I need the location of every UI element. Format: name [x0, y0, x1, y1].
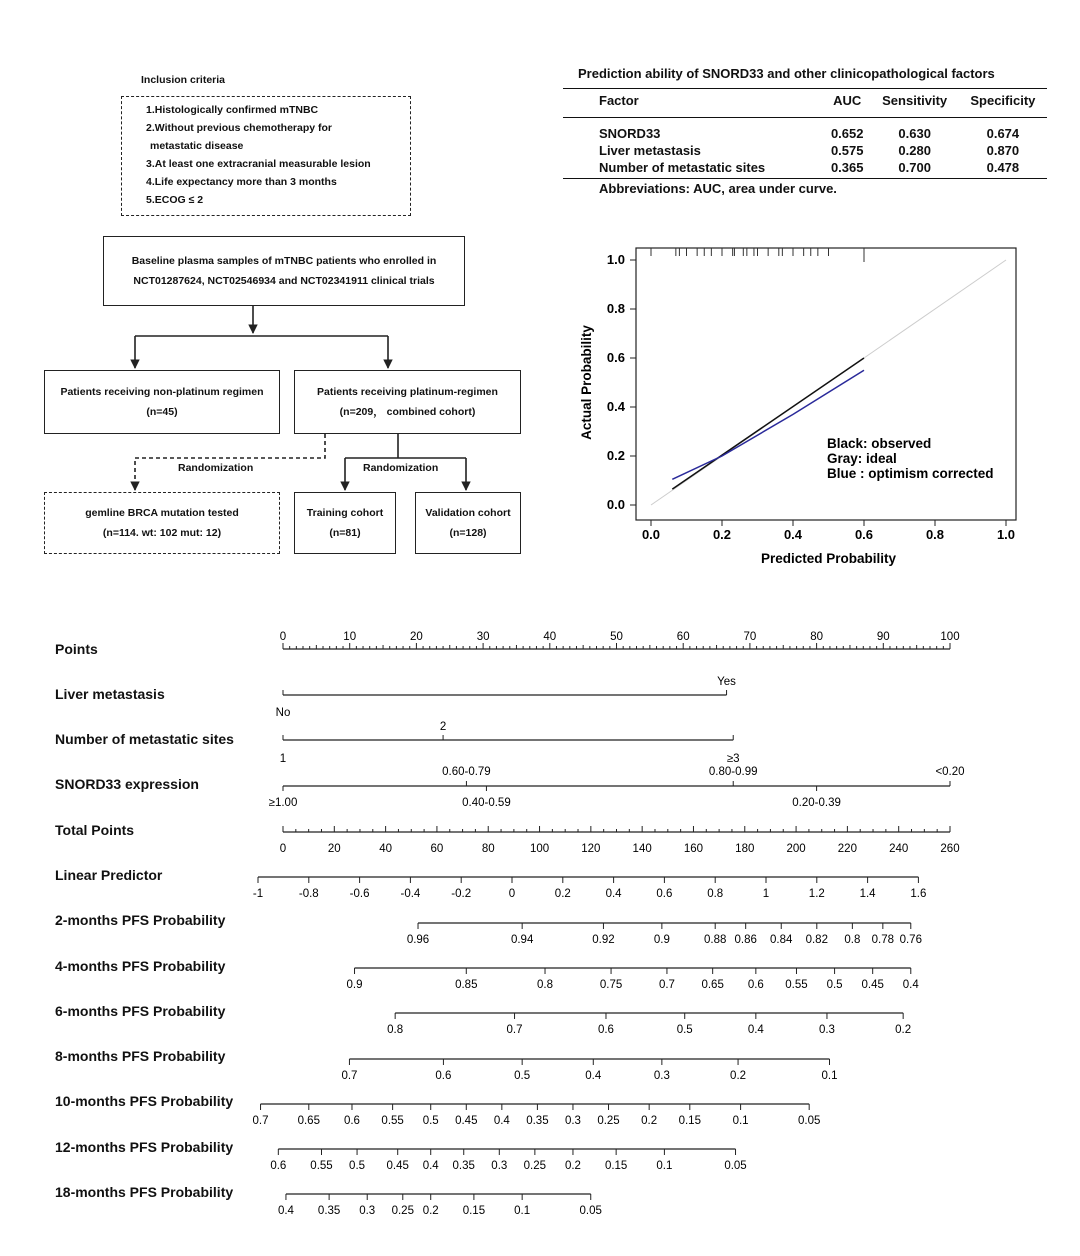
linear-tick-label: 0.2	[554, 888, 571, 900]
pfs6-tick-label: 0.4	[747, 1024, 764, 1036]
snord-above-label: 0.80-0.99	[708, 766, 758, 778]
pfs18-tick-label: 0.3	[359, 1205, 376, 1217]
nomogram-label-pfs8: 8-months PFS Probability	[55, 1048, 226, 1064]
pfs10-tick-label: 0.15	[678, 1115, 701, 1127]
cell-auc: 0.365	[824, 159, 871, 179]
linear-tick-label: -0.8	[298, 888, 319, 900]
pfs4-tick-label: 0.5	[826, 979, 843, 991]
pfs10-tick-label: 0.1	[732, 1115, 749, 1127]
linear-tick-label: 0.6	[656, 888, 673, 900]
y-tick-label: 0.6	[606, 350, 625, 365]
pfs12-tick-label: 0.3	[491, 1160, 508, 1172]
pfs12-tick-label: 0.15	[604, 1160, 628, 1172]
nomogram-label-sites: Number of metastatic sites	[55, 731, 234, 747]
pfs4-tick-label: 0.6	[747, 979, 764, 991]
total-tick-label: 100	[529, 843, 550, 855]
pfs12-tick-label: 0.5	[349, 1160, 366, 1172]
cell-specificity: 0.478	[959, 159, 1047, 179]
pfs12-tick-label: 0.6	[270, 1160, 287, 1172]
table-footnote: Abbreviations: AUC, area under curve.	[599, 181, 837, 196]
randomization-right-label: Randomization	[363, 462, 439, 474]
baseline-line-1: Baseline plasma samples of mTNBC patients who enrolled in	[131, 255, 437, 267]
cell-specificity: 0.870	[986, 143, 1020, 158]
platinum-line-1: Patients receiving platinum-regimen	[317, 386, 498, 398]
validation-line-2: (n=128)	[449, 527, 487, 539]
points-tick-label: 100	[940, 631, 960, 643]
pfs18-tick-label: 0.1	[514, 1205, 531, 1217]
pfs12-tick-label: 0.2	[564, 1160, 581, 1172]
linear-tick-label: -0.4	[400, 888, 421, 900]
pfs2-tick-label: 0.88	[704, 934, 727, 946]
linear-tick-label: 1	[762, 888, 770, 900]
cell-sensitivity: 0.630	[898, 126, 931, 141]
pfs18-tick-label: 0.4	[277, 1205, 294, 1217]
points-tick-label: 0	[279, 631, 287, 643]
pfs4-tick-label: 0.45	[861, 979, 884, 991]
snord-above-label: <0.20	[935, 766, 965, 778]
table-row	[563, 142, 1047, 159]
y-tick-label: 0.4	[606, 399, 625, 414]
pfs10-tick-label: 0.55	[381, 1115, 404, 1127]
linear-tick-label: 0.4	[605, 888, 622, 900]
flowchart-connectors	[0, 0, 560, 560]
nomogram-label-pfs2: 2-months PFS Probability	[55, 912, 226, 928]
pfs8-tick-label: 0.7	[341, 1070, 358, 1082]
pfs12-tick-label: 0.55	[310, 1160, 333, 1172]
nomogram-label-pfs4: 4-months PFS Probability	[55, 958, 226, 974]
pfs6-tick-label: 0.6	[597, 1024, 614, 1036]
total-tick-label: 180	[735, 843, 755, 855]
linear-tick-label: 0	[508, 888, 516, 900]
pfs10-tick-label: 0.4	[493, 1115, 510, 1127]
cell-factor: Number of metastatic sites	[563, 159, 824, 179]
pfs4-tick-label: 0.4	[902, 979, 919, 991]
total-tick-label: 140	[632, 843, 652, 855]
total-tick-label: 0	[279, 843, 287, 855]
pfs12-tick-label: 0.25	[523, 1160, 547, 1172]
snord-below-label: 0.40-0.59	[462, 797, 511, 809]
criterion-2: 2.Without previous chemotherapy for	[146, 122, 333, 134]
linear-tick-label: -0.6	[349, 888, 370, 900]
pfs10-tick-label: 0.25	[597, 1115, 620, 1127]
points-tick-label: 40	[543, 631, 557, 643]
pfs12-tick-label: 0.35	[452, 1160, 475, 1172]
points-tick-label: 50	[610, 631, 623, 643]
pfs18-tick-label: 0.15	[462, 1205, 486, 1217]
pfs2-tick-label: 0.92	[592, 934, 615, 946]
pfs6-tick-label: 0.2	[895, 1024, 912, 1036]
points-tick-label: 90	[876, 631, 890, 643]
total-tick-label: 220	[837, 843, 857, 855]
header-sensitivity: Sensitivity	[871, 89, 959, 118]
snord-below-label: 0.20-0.39	[792, 797, 841, 809]
header-auc: AUC	[824, 89, 871, 118]
pfs10-tick-label: 0.7	[252, 1115, 269, 1127]
pfs12-tick-label: 0.4	[422, 1160, 439, 1172]
total-tick-label: 20	[327, 843, 341, 855]
nomogram-scales	[0, 600, 1080, 1240]
cell-factor: SNORD33	[599, 126, 661, 141]
linear-tick-label: -1	[252, 888, 264, 900]
pfs8-tick-label: 0.1	[821, 1070, 838, 1082]
cell-sensitivity: 0.700	[871, 159, 959, 179]
baseline-line-2: NCT01287624, NCT02546934 and NCT02341911 clinical trials	[133, 275, 435, 287]
pfs4-tick-label: 0.7	[658, 979, 675, 991]
table-header-row	[563, 89, 1047, 118]
nomogram-label-snord: SNORD33 expression	[55, 776, 199, 792]
inclusion-criteria-title: Inclusion criteria	[141, 74, 226, 86]
pfs10-tick-label: 0.05	[797, 1115, 821, 1127]
liver-no-label: No	[275, 707, 291, 719]
sites-two-label: 2	[439, 721, 447, 733]
nomogram-label-linear: Linear Predictor	[55, 867, 163, 883]
pfs2-tick-label: 0.96	[406, 934, 430, 946]
nomogram-label-pfs6: 6-months PFS Probability	[55, 1003, 226, 1019]
validation-line-1: Validation cohort	[425, 507, 511, 519]
pfs4-tick-label: 0.9	[346, 979, 363, 991]
y-tick-label: 1.0	[606, 252, 625, 267]
pfs18-tick-label: 0.35	[317, 1205, 341, 1217]
points-tick-label: 30	[476, 631, 490, 643]
platinum-line-2: (n=209， combined cohort)	[339, 406, 476, 418]
x-axis-label: Predicted Probability	[760, 551, 897, 566]
prediction-table	[563, 88, 1047, 179]
linear-tick-label: 0.8	[707, 888, 724, 900]
pfs8-tick-label: 0.6	[435, 1070, 452, 1082]
cell-auc: 0.652	[830, 126, 864, 141]
header-factor: Factor	[563, 89, 824, 118]
pfs2-tick-label: 0.78	[871, 934, 895, 946]
total-tick-label: 260	[940, 843, 960, 855]
points-tick-label: 80	[810, 631, 823, 643]
pfs6-tick-label: 0.3	[818, 1024, 835, 1036]
criterion-1: 1.Histologically confirmed mTNBC	[146, 104, 319, 116]
criterion-3: 3.At least one extracranial measurable lesion	[146, 158, 371, 170]
pfs10-tick-label: 0.65	[297, 1115, 320, 1127]
pfs12-tick-label: 0.05	[724, 1160, 747, 1172]
y-tick-label: 0.2	[606, 448, 625, 463]
header-specificity: Specificity	[959, 89, 1047, 118]
cell-factor: Liver metastasis	[599, 143, 701, 158]
points-tick-label: 60	[676, 631, 690, 643]
pfs2-tick-label: 0.94	[510, 934, 534, 946]
nomogram-label-liver: Liver metastasis	[55, 686, 165, 702]
x-tick-label: 0.0	[641, 527, 661, 542]
table-row	[563, 118, 1047, 143]
pfs8-tick-label: 0.4	[585, 1070, 602, 1082]
total-tick-label: 40	[379, 843, 393, 855]
legend-entry: Black: observed	[827, 436, 932, 451]
pfs18-tick-label: 0.25	[391, 1205, 414, 1217]
pfs8-tick-label: 0.5	[514, 1070, 531, 1082]
brca-line-1: gemline BRCA mutation tested	[85, 507, 239, 519]
criterion-2-continued: metastatic disease	[150, 140, 244, 152]
total-tick-label: 160	[683, 843, 704, 855]
pfs6-tick-label: 0.8	[387, 1024, 404, 1036]
calibration-chart	[560, 230, 1060, 580]
linear-tick-label: -0.2	[451, 888, 472, 900]
pfs12-tick-label: 0.45	[386, 1160, 409, 1172]
brca-line-2: (n=114. wt: 102 mut: 12)	[102, 527, 222, 539]
pfs2-tick-label: 0.84	[770, 934, 793, 946]
pfs8-tick-label: 0.2	[730, 1070, 747, 1082]
pfs10-tick-label: 0.3	[564, 1115, 581, 1127]
cell-auc: 0.575	[830, 143, 864, 158]
x-tick-label: 0.8	[925, 527, 945, 542]
pfs2-tick-label: 0.8	[844, 934, 861, 946]
pfs4-tick-label: 0.85	[455, 979, 478, 991]
x-tick-label: 0.6	[854, 527, 874, 542]
legend-entry: Gray: ideal	[827, 451, 897, 466]
nomogram-label-pfs18: 18-months PFS Probability	[55, 1184, 234, 1200]
pfs2-tick-label: 0.9	[653, 934, 670, 946]
randomization-left-label: Randomization	[178, 462, 254, 474]
pfs18-tick-label: 0.05	[579, 1205, 602, 1217]
linear-tick-label: 1.4	[859, 888, 876, 900]
cell-sensitivity: 0.280	[898, 143, 931, 158]
table-title: Prediction ability of SNORD33 and other clinicopathological factors	[578, 66, 995, 81]
legend-entry: Blue : optimism corrected	[827, 466, 994, 481]
snord-below-label: ≥1.00	[268, 797, 298, 809]
x-tick-label: 0.2	[712, 527, 732, 542]
pfs10-tick-label: 0.2	[641, 1115, 658, 1127]
liver-yes-label: Yes	[717, 676, 736, 688]
total-tick-label: 120	[581, 843, 601, 855]
pfs10-tick-label: 0.35	[526, 1115, 549, 1127]
x-tick-label: 0.4	[783, 527, 803, 542]
non-platinum-line-1: Patients receiving non-platinum regimen	[60, 386, 264, 398]
pfs4-tick-label: 0.8	[537, 979, 554, 991]
non-platinum-line-2: (n=45)	[146, 406, 178, 418]
training-line-2: (n=81)	[329, 527, 361, 539]
criterion-4: 4.Life expectancy more than 3 months	[146, 176, 337, 188]
total-tick-label: 60	[430, 843, 444, 855]
pfs4-tick-label: 0.65	[701, 979, 724, 991]
pfs18-tick-label: 0.2	[422, 1205, 439, 1217]
pfs2-tick-label: 0.82	[805, 934, 828, 946]
snord-above-label: 0.60-0.79	[442, 766, 491, 778]
cell-specificity: 0.674	[986, 126, 1020, 141]
total-tick-label: 80	[481, 843, 495, 855]
x-tick-label: 1.0	[996, 527, 1016, 542]
pfs2-tick-label: 0.86	[734, 934, 757, 946]
pfs4-tick-label: 0.75	[599, 979, 623, 991]
pfs12-tick-label: 0.1	[656, 1160, 673, 1172]
linear-tick-label: 1.2	[808, 888, 825, 900]
pfs6-tick-label: 0.7	[506, 1024, 523, 1036]
pfs4-tick-label: 0.55	[785, 979, 808, 991]
points-tick-label: 10	[343, 631, 357, 643]
arrow-to-brca-dashed	[135, 434, 325, 490]
points-tick-label: 70	[743, 631, 757, 643]
pfs10-tick-label: 0.45	[455, 1115, 478, 1127]
linear-tick-label: 1.6	[910, 888, 927, 900]
total-tick-label: 240	[889, 843, 909, 855]
pfs6-tick-label: 0.5	[676, 1024, 693, 1036]
nomogram-label-points: Points	[55, 641, 98, 657]
nomogram-label-total: Total Points	[55, 822, 135, 838]
total-tick-label: 200	[786, 843, 806, 855]
y-axis-label: Actual Probability	[579, 325, 594, 440]
pfs2-tick-label: 0.76	[899, 934, 922, 946]
nomogram-label-pfs12: 12-months PFS Probability	[55, 1139, 234, 1155]
table-row	[563, 159, 1047, 179]
sites-one-label: 1	[279, 753, 287, 765]
y-tick-label: 0.8	[606, 301, 625, 316]
pfs10-tick-label: 0.5	[422, 1115, 439, 1127]
pfs10-tick-label: 0.6	[343, 1115, 360, 1127]
sites-three-label: ≥3	[726, 753, 740, 765]
nomogram-label-pfs10: 10-months PFS Probability	[55, 1093, 234, 1109]
y-tick-label: 0.0	[606, 497, 625, 512]
points-tick-label: 20	[410, 631, 423, 643]
training-line-1: Training cohort	[306, 507, 384, 519]
pfs8-tick-label: 0.3	[653, 1070, 670, 1082]
criterion-5: 5.ECOG ≤ 2	[146, 194, 204, 206]
